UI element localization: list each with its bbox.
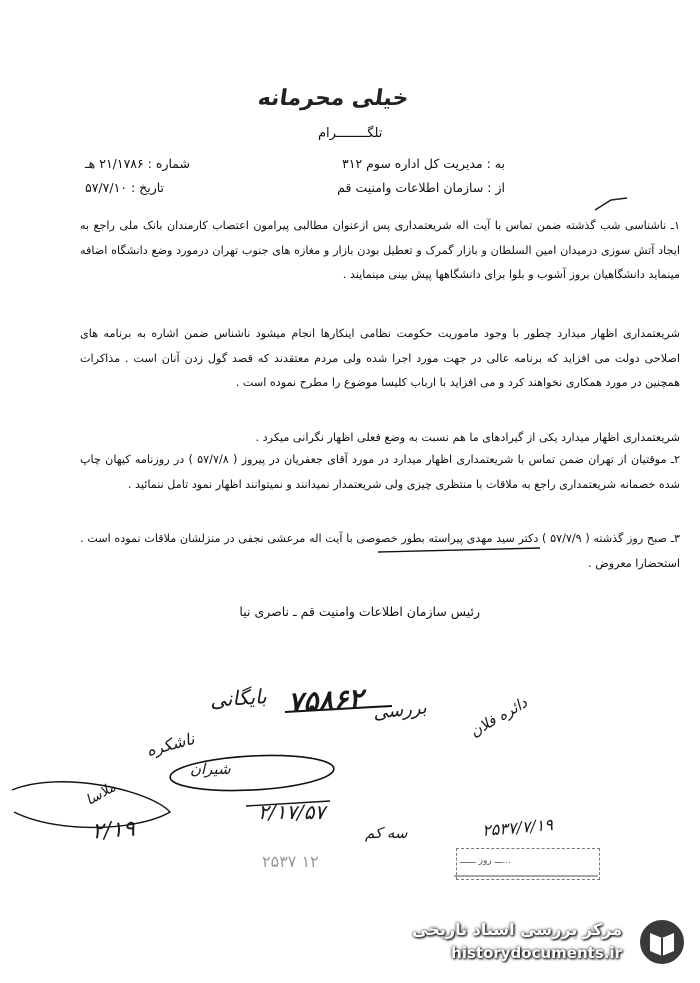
paragraph-5: ۳ـ صبح روز گذشته ( ۵۷/۷/۹ ) دکتر سید مهدی پیراسته بطور خصوصی با آیت اله مرعشی نجفی در منزلشان ملاقات نموده است . استحضارا معروض . <box>80 532 680 570</box>
document-date: تاریخ : ۵۷/۷/۱۰ <box>85 180 165 195</box>
recipient-line: به : مدیریت کل اداره سوم ۳۱۲ <box>342 156 505 171</box>
handwritten-oval-note: شیران <box>190 760 231 778</box>
handwritten-note-left-1: ناشکره <box>144 729 197 760</box>
handwritten-date-left: ۲/۱۹ <box>91 816 136 845</box>
sender-line: از : سازمان اطلاعات وامنیت قم <box>337 180 505 195</box>
handwritten-note-center: سه کم <box>365 824 408 842</box>
book-logo-icon <box>636 916 688 968</box>
handwritten-word-left: بایگانی <box>209 684 268 712</box>
handwritten-date-right: ۲۵۳۷/۷/۱۹ <box>481 814 554 841</box>
document-number: شماره : ۲۱/۱۷۸۶ هـ <box>85 156 190 171</box>
paragraph-1: ۱ـ ناشناسی شب گذشته ضمن تماس با آیت اله شریعتمداری پس ازعنوان مطالبی پیرامون اعتصاب کارمندان بانک ملی راجع به ایجاد آتش سوزی درمیدان امین السلطان و بازار گمرک و تعطیل بودن بازار و مغازه های جنوب تهران درمورد وضع دانشگاه اضافه مینماید دانشگاهیان بروز آشوب و بلوا برای دانشگاهها پیش بینی مینمایند . <box>80 219 680 282</box>
logo-title: مرکز بررسی اسناد تاریخی <box>412 920 622 939</box>
handwritten-number: ۷۵۸۶۲ <box>287 682 365 719</box>
logo-url: historydocuments.ir <box>451 944 622 962</box>
signature-line: رئیس سازمان اطلاعات وامنیت قم ـ ناصری نیا <box>239 604 480 619</box>
paragraph-4: ۲ـ موقتیان از تهران ضمن تماس با شریعتمداری اظهار میدارد در مورد آقای جعفریان در پیروز ( ۵۷/۷/۸ ) در روزنامه کیهان چاپ شده خصمانه شریعتمداری راجع به ملاقات با منتظری چیزی ولی شریعتمدار نمیدانند و نمیتوانند اظهار نمود تامل ننمائید . <box>80 453 681 491</box>
handwritten-date-center: ۲/۱۷/۵۷ <box>258 800 326 824</box>
receipt-stamp-text: ...ـــ روز ــــــ <box>460 856 512 866</box>
handwritten-note-left-2: ملاسا <box>83 779 119 809</box>
faint-stamp: ۲۵۳۷ ۱۲ <box>262 852 319 871</box>
classification-stamp: خیلی محرمانه <box>256 86 411 111</box>
paragraph-3: شریعتمداری اظهار میدارد یکی از گیرادهای ما هم نسبت به وضع فعلی اظهار نگرانی میکرد . <box>255 431 680 444</box>
handwritten-word-right: بررسی <box>372 697 428 724</box>
paragraph-2: شریعتمداری اظهار میدارد چطور با وجود ماموریت حکومت نظامی اینکارها انجام میشود ناشناس ضمن اشاره به برنامه های اصلاحی دولت می افزاید که برنامه عالی در جهت مورد اجرا شده ولی مردم معتقدند که قصد گول زدن آنان است . مذاکرات همچنین در مورد همکاری نخواهند کرد و می افزاید با ارباب کلیسا موضوع را مطرح نموده است . <box>80 327 680 390</box>
watermark-logo <box>410 910 692 976</box>
document-type: تلگــــــــرام <box>318 126 383 141</box>
handwritten-note-tilted: دائره فلان <box>466 693 531 741</box>
